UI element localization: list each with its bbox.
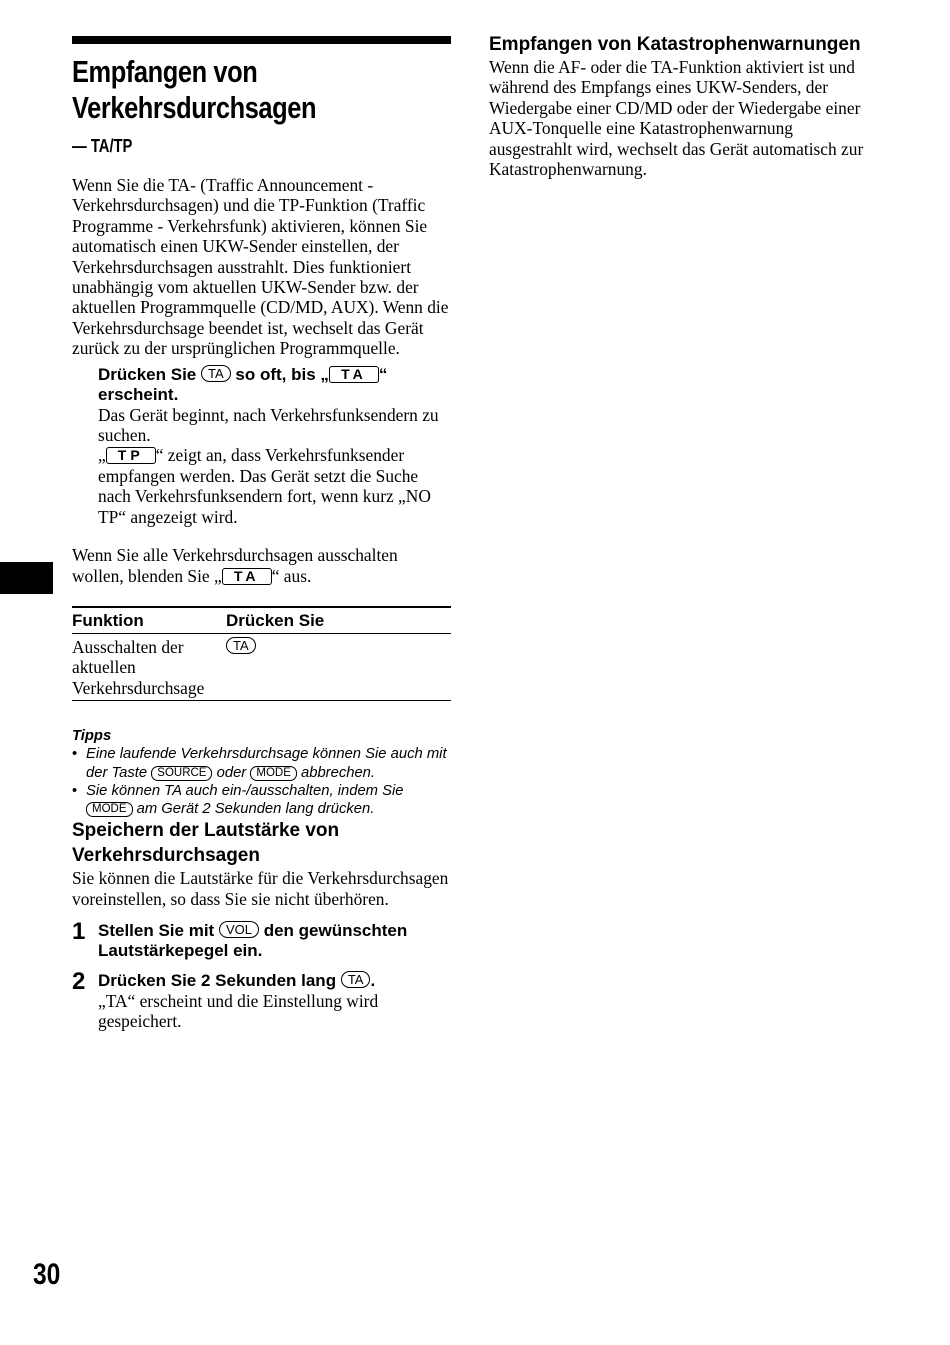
table-header-row — [72, 607, 451, 634]
table-row — [72, 633, 451, 700]
table-cell-function: Ausschalten der aktuellen Verkehrsdurchsage — [72, 633, 226, 700]
ta-step-text-pre: Drücken Sie — [98, 364, 197, 384]
emergency-paragraph: Wenn die AF- oder die TA-Funktion aktiviert ist und während des Empfangs eines UKW-Senders, der Wiedergabe einer CD/MD oder der Wiedergabe einer AUX-Tonquelle eine Katastrophenwarnung ausgestrahlt wird, wechselt das Gerät automatisch zur Katastrophenwarnung. — [489, 57, 864, 180]
tp-text-post: “ zeigt an, dass Verkehrsfunksender empfangen werden. Das Gerät setzt die Suche nach Verkehrsfunksendern fort, wenn kurz „NO TP“ angezeigt wird. — [98, 445, 431, 527]
step2-text-post: . — [370, 970, 376, 990]
title-rule — [72, 36, 451, 44]
emergency-heading: Empfangen von Katastrophenwarnungen — [489, 34, 861, 55]
ta-step — [98, 365, 452, 527]
bullet-icon: • — [72, 782, 78, 799]
tip2-text-b: am Gerät 2 Sekunden lang drücken. — [136, 800, 375, 817]
tip1-text-c: abbrechen. — [300, 764, 376, 781]
ta-off-text-post: “ aus. — [271, 565, 312, 586]
title-line-1: Empfangen von — [72, 54, 258, 89]
step-number: 2 — [72, 967, 86, 995]
list-item — [72, 917, 452, 961]
ta-button-icon: TA — [226, 637, 256, 654]
ta-button-icon: TA — [201, 365, 231, 382]
step1-text-pre: Stellen Sie mit — [98, 920, 215, 940]
ta-off-text-pre: Wenn Sie alle Verkehrsdurchsagen ausschalten wollen, blenden Sie „ — [72, 545, 398, 586]
volume-heading: Speichern der Lautstärke von Verkehrsdurchsagen — [72, 820, 340, 867]
tp-description — [98, 445, 452, 527]
page-number: 30 — [33, 1258, 61, 1291]
list-item — [72, 967, 452, 1032]
tips-box — [72, 727, 452, 818]
ta-off-display-indicator: TA — [222, 568, 272, 585]
tip-item — [72, 745, 452, 781]
ta-step-text-post: “ erscheint. — [98, 364, 388, 404]
volume-steps — [72, 917, 452, 1032]
tip2-text-a: Sie können TA auch ein-/ausschalten, indem Sie — [86, 782, 404, 799]
table-header-button: Drücken Sie — [226, 607, 451, 634]
right-column — [489, 32, 874, 179]
step1-text-post: den gewünschten Lautstärkepegel ein. — [98, 920, 408, 960]
ta-step-text-mid: so oft, bis „ — [235, 364, 329, 384]
bullet-icon: • — [72, 746, 78, 763]
tp-text-pre: „ — [98, 445, 106, 466]
tip-item — [72, 782, 452, 818]
tp-display-indicator: TP — [106, 447, 156, 464]
step-number: 1 — [72, 917, 86, 945]
ta-off-paragraph — [72, 545, 452, 586]
source-button-icon: SOURCE — [151, 766, 212, 781]
volume-intro: Sie können die Lautstärke für die Verkehrsdurchsagen voreinstellen, so dass Sie sie nicht überhören. — [72, 868, 449, 909]
ta-button-icon: TA — [341, 971, 371, 988]
page-subtitle: — TA/TP — [72, 136, 133, 156]
step-description: „TA“ erscheint und die Einstellung wird gespeichert. — [98, 990, 379, 1032]
table-header-function: Funktion — [72, 607, 226, 634]
title-line-2: Verkehrsdurchsagen — [72, 90, 317, 125]
ta-step-instruction — [98, 365, 452, 405]
ta-display-indicator: TA — [329, 366, 379, 383]
vol-button-icon: VOL — [219, 921, 259, 938]
intro-paragraph: Wenn Sie die TA- (Traffic Announcement - Verkehrsdurchsagen) und die TP-Funktion (Traffic Programme - Verkehrsfunk) aktivieren, können Sie automatisch einen UKW-Sender einstellen, der Verkehrsdurchsagen ausstrahlt. Dies funktioniert unabhängig vom aktuellen UKW-Sender bzw. der aktuellen Programmquelle (CD/MD, AUX). Wenn die Verkehrsdurchsage beendet ist, wechselt das Gerät zurück zu der ursprünglichen Programmquelle. — [72, 175, 449, 359]
section-tab-marker — [0, 562, 53, 594]
tip1-text-b: oder — [216, 764, 247, 781]
table-cell-button — [226, 633, 451, 700]
ta-step-description: Das Gerät beginnt, nach Verkehrsfunksendern zu suchen. — [98, 404, 439, 446]
left-column — [72, 36, 452, 1042]
mode-button-icon: MODE — [250, 766, 297, 781]
step-instruction — [98, 921, 452, 961]
step-instruction — [98, 971, 452, 991]
mode-button-icon: MODE — [86, 802, 133, 817]
page-title — [72, 54, 449, 126]
tips-title: Tipps — [72, 728, 112, 745]
step2-text-pre: Drücken Sie 2 Sekunden lang — [98, 970, 337, 990]
function-table — [72, 606, 451, 701]
tip1-text-a: Eine laufende Verkehrsdurchsage können Sie auch mit der Taste — [86, 746, 447, 781]
